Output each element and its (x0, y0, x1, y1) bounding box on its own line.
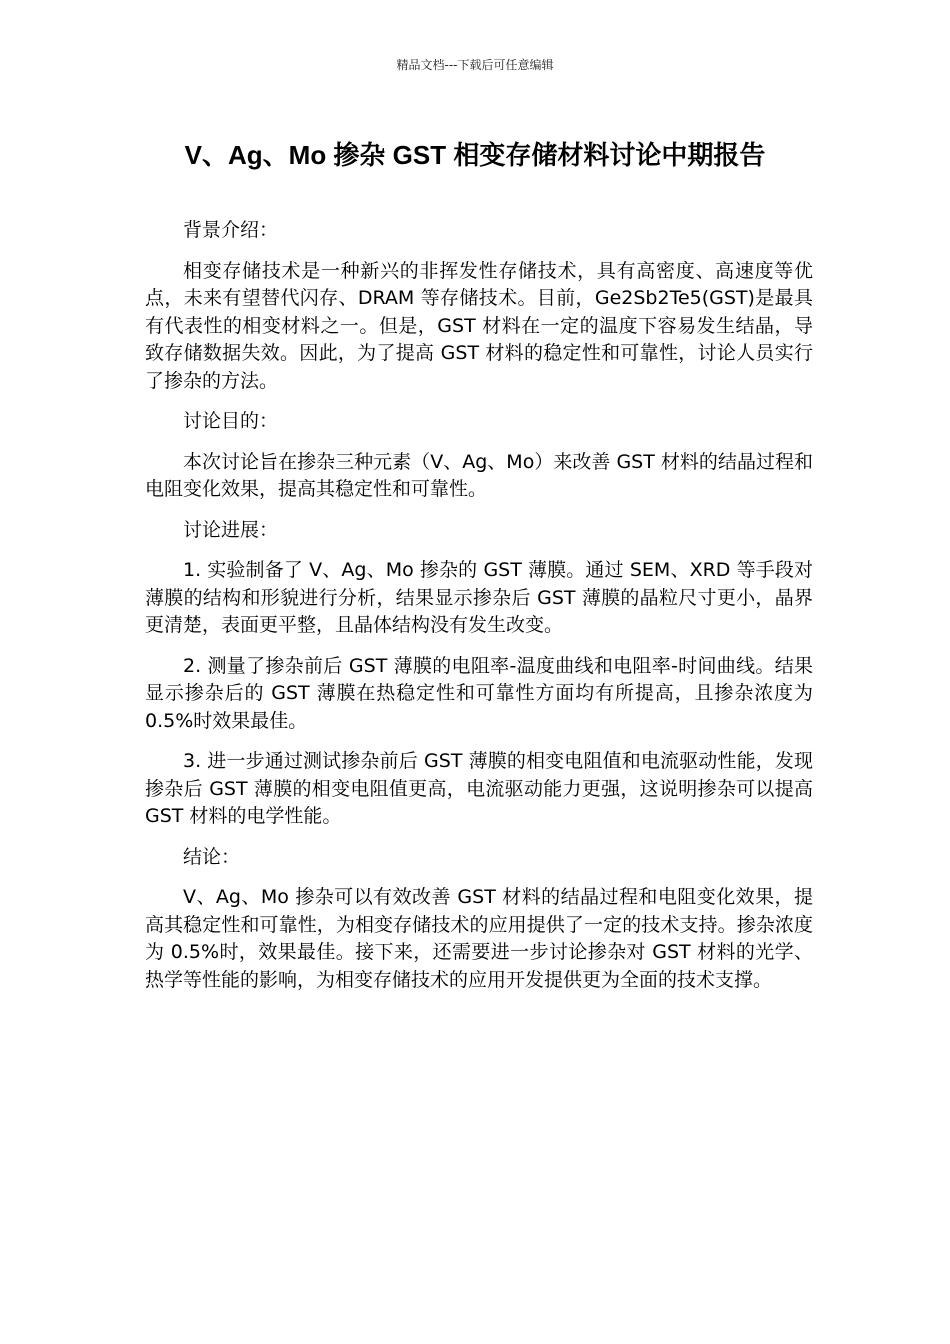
document-title: V、Ag、Mo 掺杂 GST 相变存储材料讨论中期报告 (184, 140, 766, 170)
background-heading: 背景介绍： (183, 219, 279, 241)
progress-item-3: 3. 进一步通过测试掺杂前后 GST 薄膜的相变电阻值和电流驱动性能，发现掺杂后 GST 薄膜的相变电阻值更高，电流驱动能力更强，这说明掺杂可以提高 GST 材料的电学性能。 (145, 750, 813, 827)
purpose-heading: 讨论目的： (183, 410, 279, 432)
conclusion-heading: 结论： (183, 845, 241, 868)
document-body (145, 217, 813, 1007)
progress-item-2: 2. 测量了掺杂前后 GST 薄膜的电阻率-温度曲线和电阻率-时间曲线。结果显示掺杂后的 GST 薄膜在热稳定性和可靠性方面均有所提高，且掺杂浓度为 0.5%时效果最佳。 (145, 654, 813, 732)
progress-heading: 讨论进展： (183, 518, 279, 541)
conclusion-paragraph: V、Ag、Mo 掺杂可以有效改善 GST 材料的结晶过程和电阻变化效果，提高其稳定性和可靠性，为相变存储技术的应用提供了一定的技术支持。掺杂浓度为 0.5%时，效果最佳。接下来，还需要进一步讨论掺杂对 GST 材料的光学、热学等性能的影响，为相变存储技术的应用开发提供更为全面的技术支撑。 (145, 886, 813, 991)
background-paragraph: 相变存储技术是一种新兴的非挥发性存储技术，具有高密度、高速度等优点，未来有望替代闪存、DRAM 等存储技术。目前，Ge2Sb2Te5(GST)是最具有代表性的相变材料之一。但是，GST 材料在一定的温度下容易发生结晶，导致存储数据失效。因此，为了提高 GST 材料的稳定性和可靠性，讨论人员实行了掺杂的方法。 (145, 259, 813, 392)
purpose-paragraph: 本次讨论旨在掺杂三种元素（V、Ag、Mo）来改善 GST 材料的结晶过程和电阻变化效果，提高其稳定性和可靠性。 (145, 450, 813, 500)
progress-item-1: 1. 实验制备了 V、Ag、Mo 掺杂的 GST 薄膜。通过 SEM、XRD 等手段对薄膜的结构和形貌进行分析，结果显示掺杂后 GST 薄膜的晶粒尺寸更小，晶界更清楚，表面更平整，且晶体结构没有发生改变。 (145, 559, 813, 636)
header-note: 精品文档---下载后可任意编辑 (396, 58, 554, 72)
